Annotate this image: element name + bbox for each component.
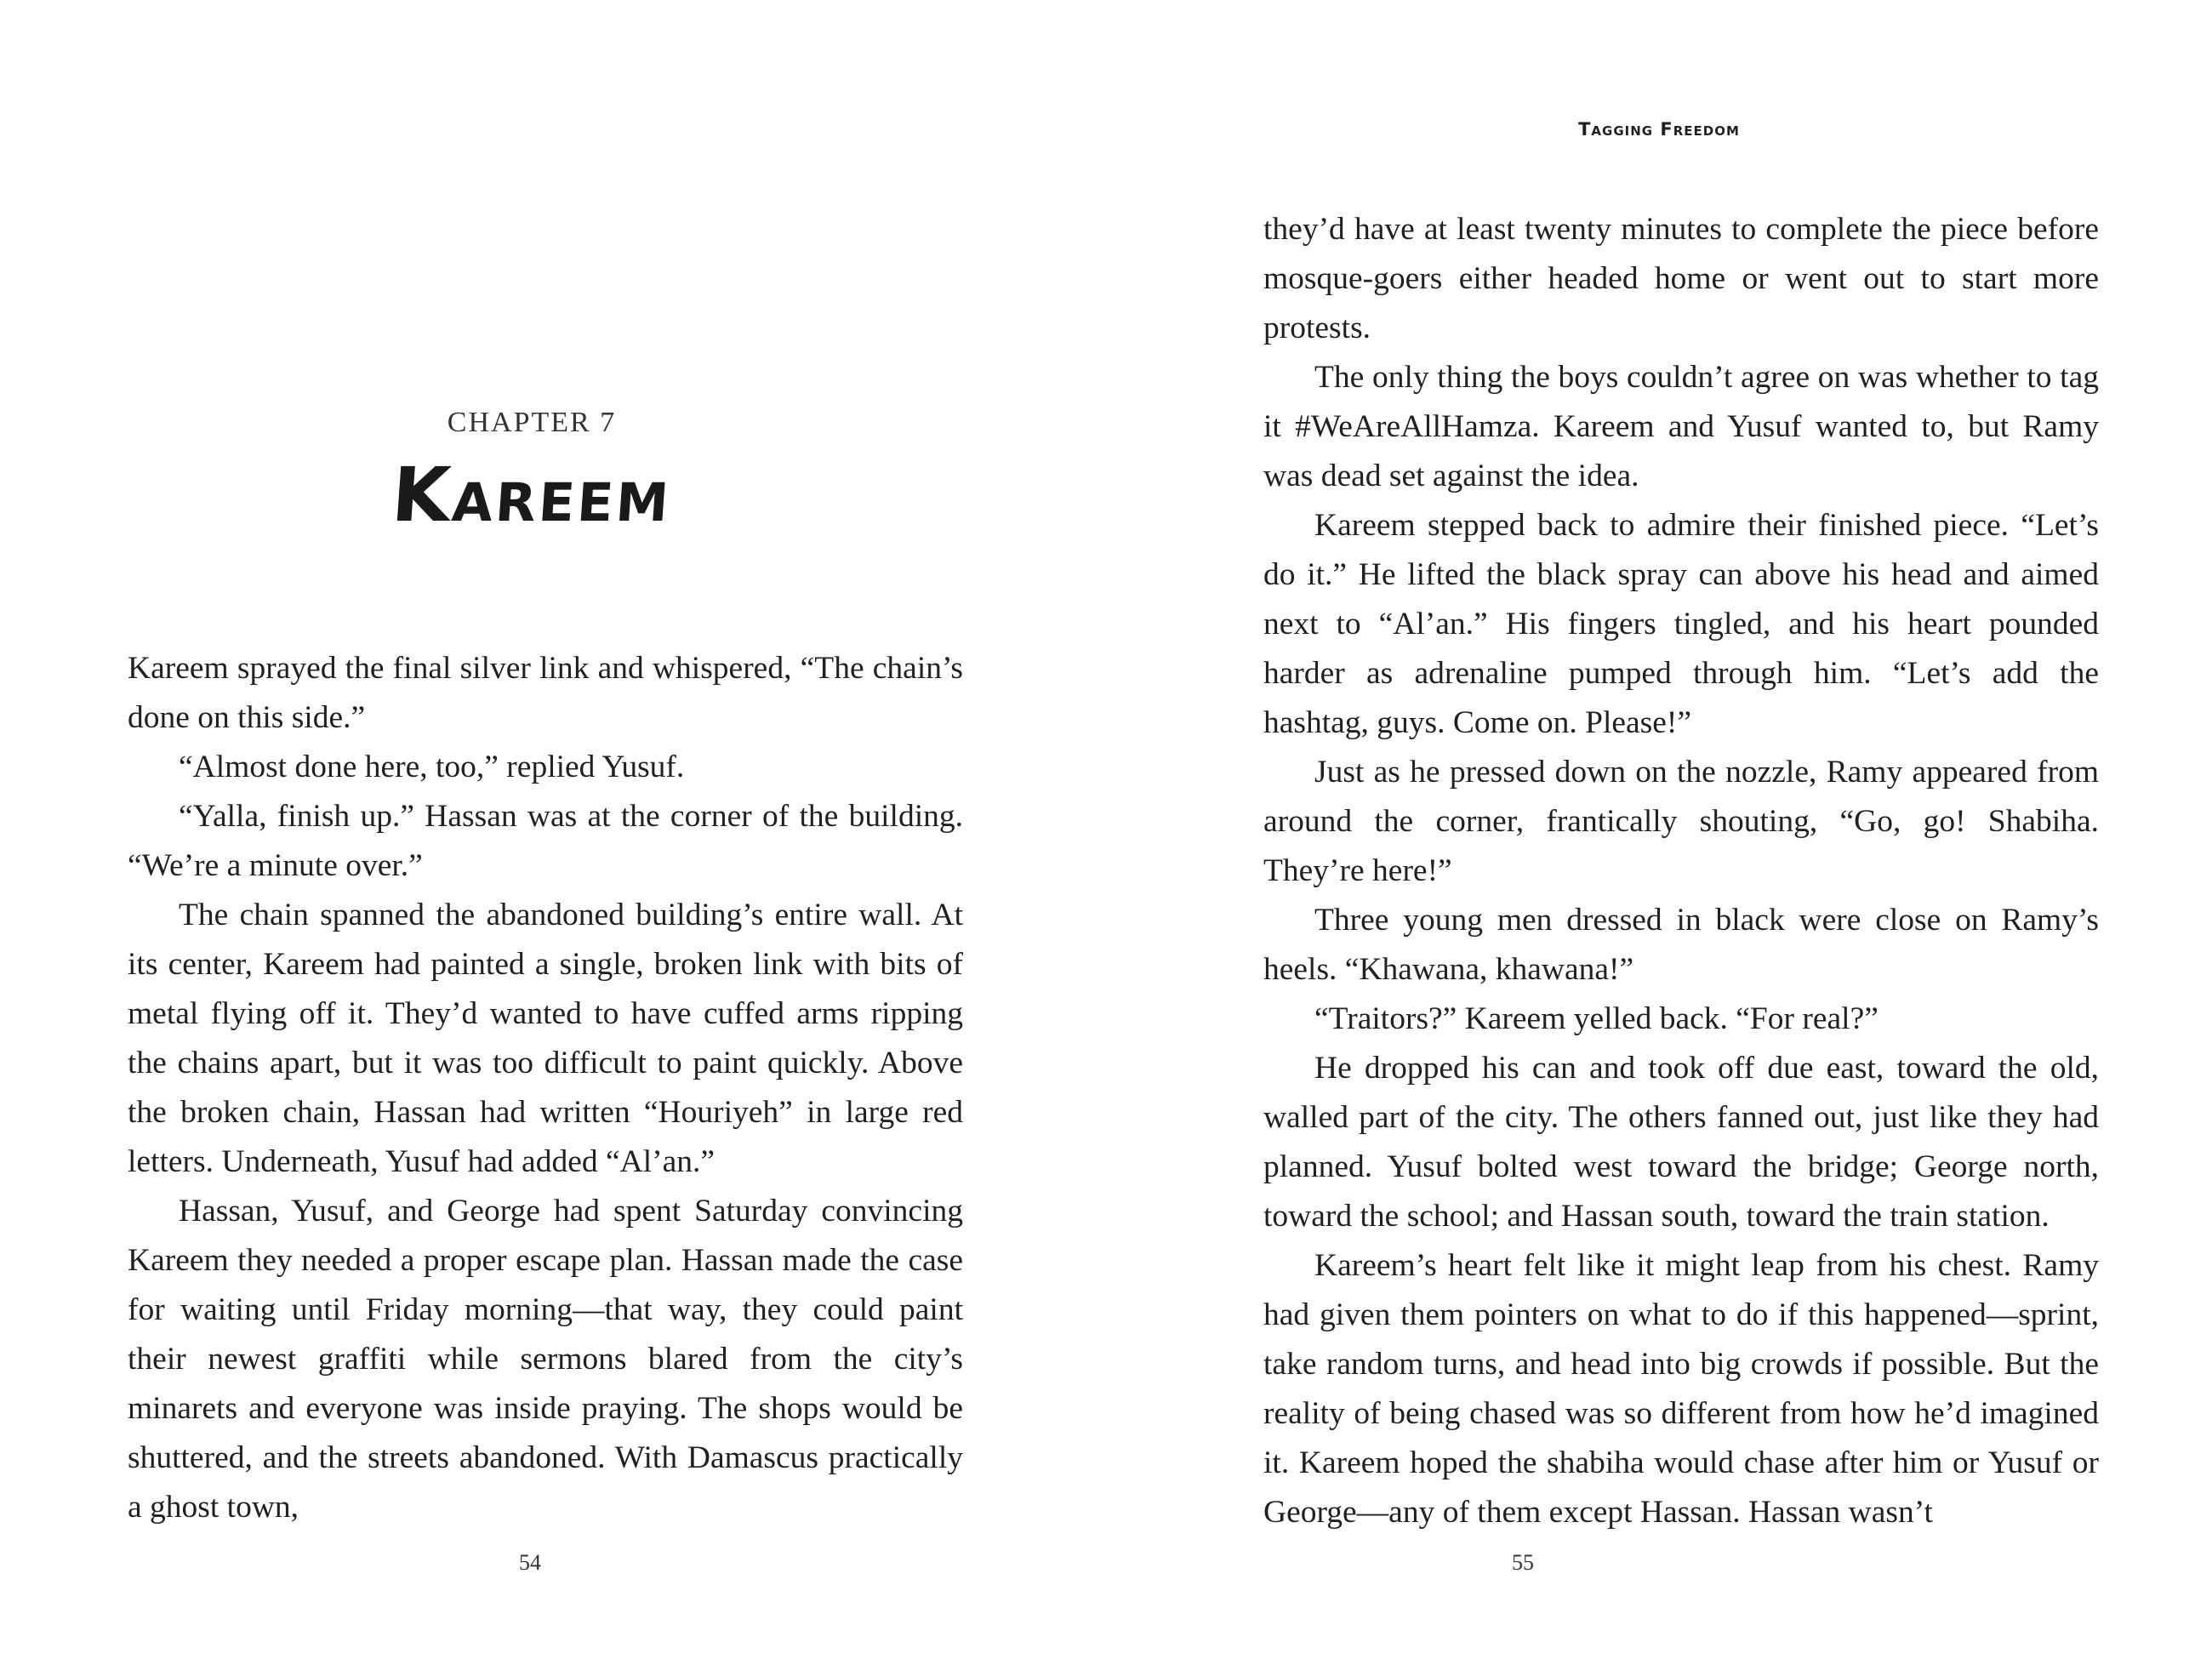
paragraph: they’d have at least twenty minutes to complete the piece before mosque-goers either headed home or went out to start more protests. — [1263, 212, 2099, 345]
paragraph: “Yalla, finish up.” Hassan was at the corner of the building. “We’re a minute over.” — [128, 799, 963, 883]
left-body-text — [128, 644, 963, 1532]
paragraph: Three young men dressed in black were close on Ramy’s heels. “Khawana, khawana!” — [1263, 903, 2099, 987]
paragraph: Hassan, Yusuf, and George had spent Saturday convincing Kareem they needed a proper escape plan. Hassan made the case for waiting until Friday morning—that way, they could paint their newest graffiti while sermons blared from the city’s minarets and everyone was inside praying. The shops would be shuttered, and the streets abandoned. With Damascus practically a ghost town, — [128, 1194, 963, 1525]
page-number: 54 — [519, 1550, 541, 1575]
chapter-title: Kareem — [389, 451, 675, 539]
chapter-label: CHAPTER 7 — [447, 407, 617, 438]
paragraph: Kareem stepped back to admire their finished piece. “Let’s do it.” He lifted the black spray can above his head and aimed next to “Al’an.” His fingers tingled, and his heart pounded harder as adrenaline pumped through him. “Let’s add the hashtag, guys. Come on. Please!” — [1263, 508, 2099, 740]
running-head: Tagging Freedom — [1578, 119, 1740, 140]
right-page — [1106, 0, 2212, 1659]
page-number: 55 — [1512, 1550, 1534, 1575]
paragraph: He dropped his can and took off due east, toward the old, walled part of the city. The others fanned out, just like they had planned. Yusuf bolted west toward the bridge; George north, toward the school; and Hassan south, toward the train station. — [1263, 1051, 2099, 1234]
paragraph: “Almost done here, too,” replied Yusuf. — [179, 750, 685, 784]
paragraph: The chain spanned the abandoned building’s entire wall. At its center, Kareem had painted a single, broken link with bits of metal flying off it. They’d wanted to have cuffed arms ripping the chains apart, but it was too difficult to paint quickly. Above the broken chain, Hassan had written “Houriyeh” in large red letters. Underneath, Yusuf had added “Al’an.” — [128, 898, 963, 1179]
paragraph: Kareem’s heart felt like it might leap from his chest. Ramy had given them pointers on what to do if this happened—sprint, take random turns, and head into big crowds if possible. But the reality of being chased was so different from how he’d imagined it. Kareem hoped the shabiha would chase after him or Yusuf or George—any of them except Hassan. Hassan wasn’t — [1263, 1248, 2099, 1530]
right-body-text — [1263, 205, 2099, 1537]
paragraph: Just as he pressed down on the nozzle, Ramy appeared from around the corner, frantically shouting, “Go, go! Shabiha. They’re here!” — [1263, 755, 2099, 888]
paragraph: Kareem sprayed the final silver link and whispered, “The chain’s done on this side.” — [128, 651, 963, 735]
paragraph: The only thing the boys couldn’t agree on was whether to tag it #WeAreAllHamza. Kareem and Yusuf wanted to, but Ramy was dead set against the idea. — [1263, 360, 2099, 493]
paragraph: “Traitors?” Kareem yelled back. “For real?” — [1314, 1001, 1878, 1036]
